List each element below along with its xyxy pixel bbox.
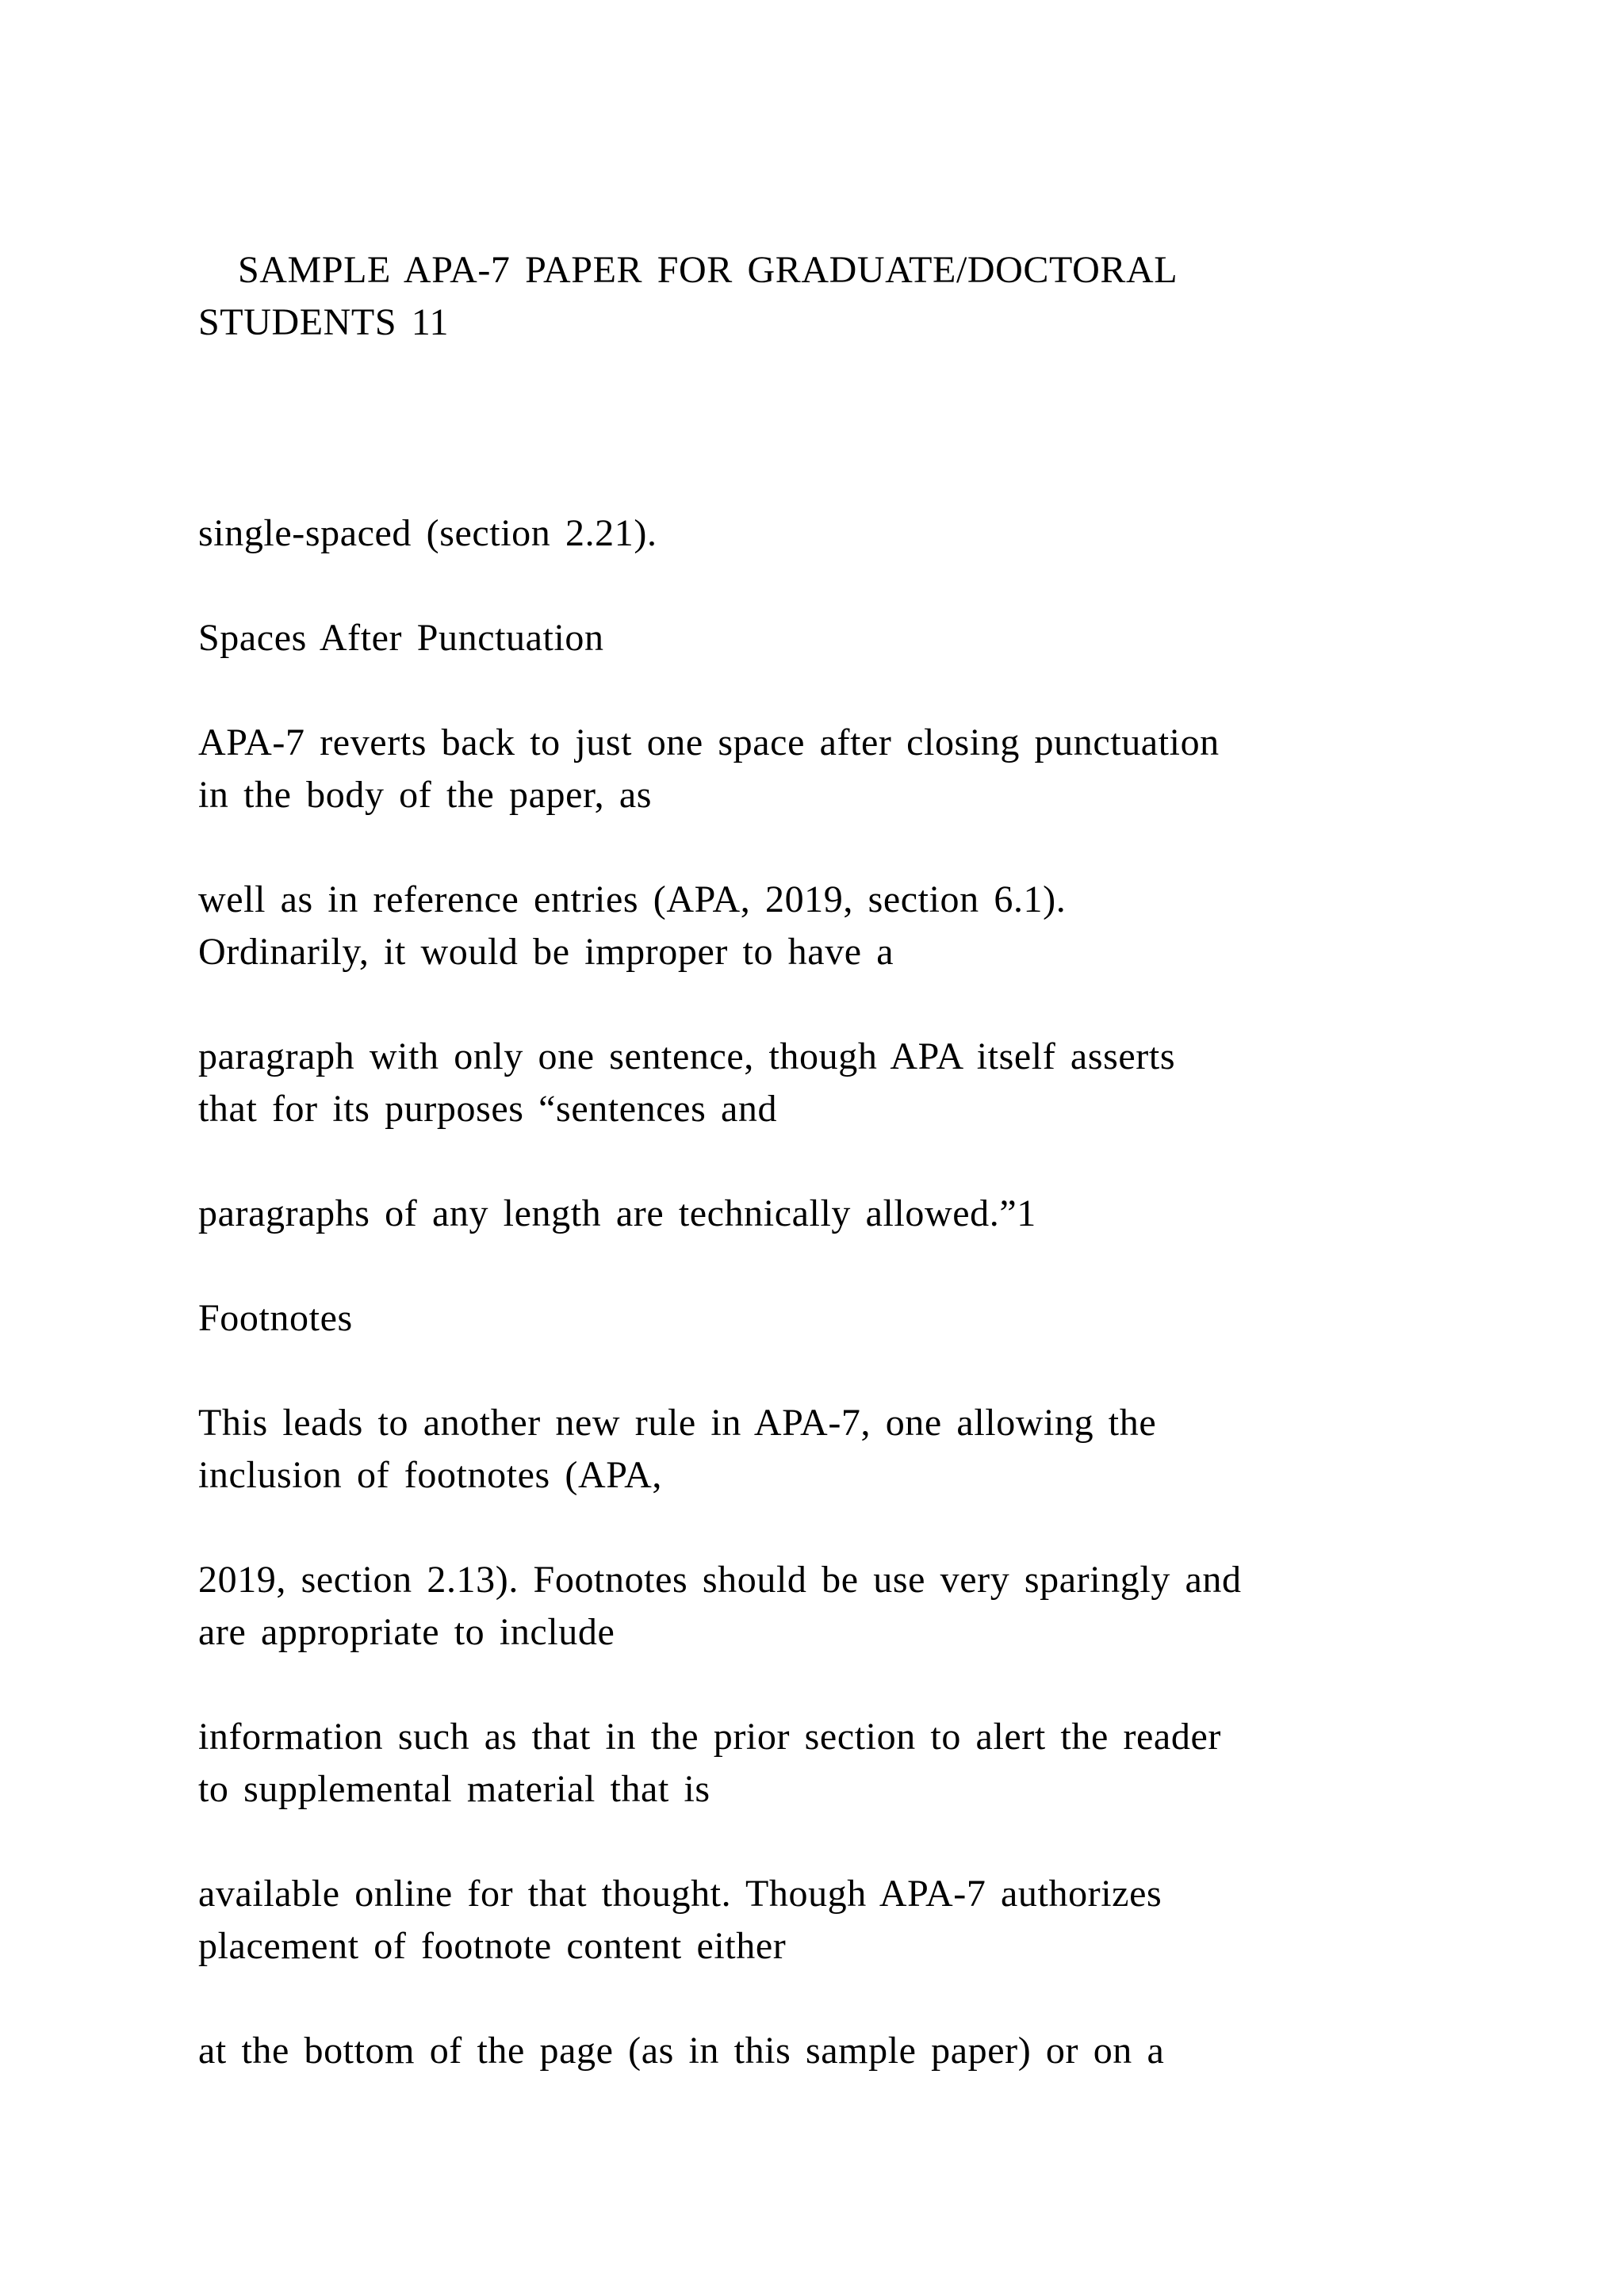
paragraph-9: [198, 1868, 1499, 1973]
paragraph-line: Ordinarily, it would be improper to have a: [198, 931, 894, 973]
paragraph-line: paragraph with only one sentence, though APA itself asserts: [198, 1035, 1176, 1077]
paragraph-5: [198, 1188, 1499, 1240]
paragraph-line: 2019, section 2.13). Footnotes should be use very sparingly and: [198, 1559, 1242, 1601]
section-heading-footnotes: [198, 1292, 1499, 1345]
paragraph-line: to supplemental material that is: [198, 1768, 710, 1810]
paragraph-line: in the body of the paper, as: [198, 774, 653, 816]
paragraph-line: inclusion of footnotes (APA,: [198, 1454, 663, 1496]
paragraph-line: at the bottom of the page (as in this sample paper) or on a: [198, 2030, 1165, 2072]
paragraph-7: [198, 1554, 1499, 1659]
running-head-line-2: STUDENTS 11: [198, 301, 450, 343]
paragraph-line: APA-7 reverts back to just one space after closing punctuation: [198, 721, 1220, 763]
section-heading: Footnotes: [198, 1297, 353, 1339]
paragraph-2: [198, 717, 1499, 821]
paragraph-line: This leads to another new rule in APA-7, one allowing the: [198, 1402, 1157, 1444]
paragraph-line: that for its purposes “sentences and: [198, 1088, 778, 1130]
paragraph-line: paragraphs of any length are technically allowed.”1: [198, 1192, 1036, 1234]
paragraph-6: [198, 1397, 1499, 1502]
paragraph-3: [198, 874, 1499, 978]
paragraph-line: well as in reference entries (APA, 2019, section 6.1).: [198, 878, 1067, 920]
section-heading: Spaces After Punctuation: [198, 617, 604, 659]
paragraph-line: information such as that in the prior section to alert the reader: [198, 1716, 1221, 1758]
paragraph-8: [198, 1711, 1499, 1816]
running-head: [198, 244, 1499, 349]
running-head-line-1: SAMPLE APA-7 PAPER FOR GRADUATE/DOCTORAL: [238, 249, 1178, 291]
paragraph-line: are appropriate to include: [198, 1611, 615, 1653]
paragraph-10: [198, 2025, 1499, 2077]
paragraph-line: available online for that thought. Though APA-7 authorizes: [198, 1873, 1162, 1915]
paragraph-1: [198, 507, 1499, 560]
paragraph-4: [198, 1031, 1499, 1135]
paragraph-line: single-spaced (section 2.21).: [198, 512, 657, 554]
section-heading-spaces-after-punctuation: [198, 612, 1499, 664]
paragraph-line: placement of footnote content either: [198, 1925, 787, 1967]
